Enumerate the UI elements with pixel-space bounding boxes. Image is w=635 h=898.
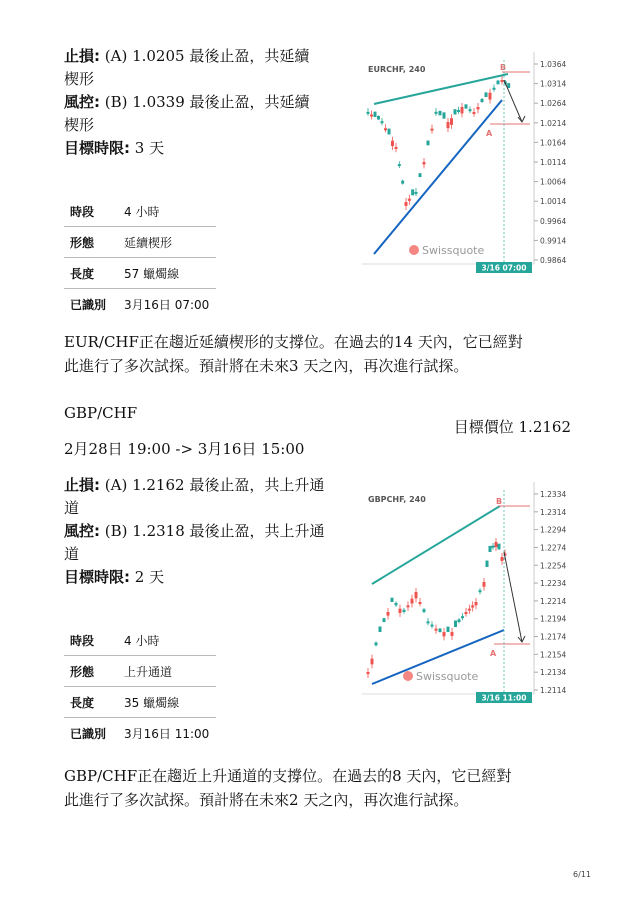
candle-body	[374, 112, 377, 117]
price-tick-label: 1.2254	[540, 561, 567, 571]
table-row: 已識別 3月16日 11:00	[70, 726, 210, 741]
candle-body	[493, 88, 496, 90]
price-tick-label: 1.0014	[540, 197, 567, 207]
target-price: 目標價位 1.2162	[453, 418, 571, 436]
candle-body	[381, 121, 384, 123]
gbpchf-chart	[362, 482, 572, 704]
candle-body	[479, 590, 482, 592]
table-row: 形態 延續楔形	[64, 227, 216, 258]
candle-body	[451, 632, 454, 636]
candle-body	[439, 111, 442, 116]
candle-body	[483, 582, 486, 587]
price-tick-label: 1.0114	[540, 158, 567, 167]
candle-body	[497, 81, 500, 85]
price-tick-label: 1.0364	[540, 60, 567, 69]
candle-body	[431, 129, 434, 131]
table-row: 長度 35 蠟燭線	[64, 687, 216, 718]
paragraph-line: 此進行了多次試探。預計將在未來3 天之內，再次進行試探。	[64, 357, 469, 375]
price-tick-label: 1.2334	[540, 490, 567, 499]
candle-body	[384, 128, 387, 130]
paragraph-line: 此進行了多次試探。預計將在未來2 天之內，再次進行試探。	[64, 791, 469, 809]
candle-body	[395, 147, 398, 149]
candle-body	[465, 104, 468, 108]
candle-body	[431, 625, 434, 627]
candle-body	[379, 626, 382, 632]
candle-body	[407, 605, 410, 607]
section1-paragraph	[64, 330, 584, 378]
paragraph-line: EUR/CHF正在趨近延續楔形的支撐位。在過去的14 天內，它已經對	[64, 333, 523, 351]
table-row: 形態 上升通道	[64, 656, 216, 687]
candle-body	[419, 602, 422, 604]
candle-body	[408, 199, 411, 201]
table-row: 已識別 3月16日 07:00	[70, 297, 210, 312]
candle-body	[387, 612, 390, 616]
risk-line-2: 楔形	[64, 116, 95, 134]
candle-body	[457, 110, 460, 112]
price-tick-label: 1.0264	[540, 99, 567, 109]
price-tick-label: 0.9864	[540, 256, 567, 265]
candle-body	[468, 609, 471, 611]
price-tick-label: 1.2194	[540, 614, 567, 624]
price-tick-label: 1.2274	[540, 543, 567, 553]
candle-body	[427, 141, 430, 146]
candle-body	[447, 627, 450, 632]
candle-body	[411, 189, 414, 195]
price-tick-label: 1.2114	[540, 686, 567, 695]
price-tick-label: 1.2174	[540, 632, 567, 642]
candle-body	[498, 544, 501, 550]
paragraph-line: GBP/CHF正在趨近上升通道的支撐位。在過去的8 天內，它已經對	[64, 767, 512, 785]
candle-body	[423, 162, 426, 164]
price-tick-label: 1.2214	[540, 596, 567, 606]
candle-body	[473, 112, 476, 114]
price-tick-label: 1.2134	[540, 668, 567, 678]
candle-body	[481, 99, 484, 102]
table-row: 時段 4 小時	[64, 625, 216, 656]
time-badge: 3/16 07:00	[481, 263, 527, 273]
candle-body	[435, 629, 438, 631]
price-tick-label: 1.0064	[540, 177, 567, 187]
candle-body	[411, 599, 414, 604]
candle-body	[371, 659, 374, 665]
candle-body	[443, 112, 446, 118]
candle-body	[475, 602, 478, 605]
price-tick-label: 1.2234	[540, 579, 567, 589]
marker-a: A	[486, 129, 493, 138]
candle-body	[458, 619, 461, 622]
candle-body	[443, 632, 446, 636]
swissquote-logo-icon	[409, 245, 419, 255]
candle-body	[388, 129, 391, 135]
table-row: 長度 57 蠟燭線	[64, 258, 216, 289]
price-tick-label: 1.2314	[540, 507, 567, 517]
target-time-line: 目標時限: 2 天	[64, 568, 165, 586]
candle-body	[423, 609, 426, 612]
candle-body	[461, 107, 464, 113]
candle-body	[439, 629, 442, 632]
candle-body	[367, 672, 370, 674]
date-range: 2月28日 19:00 -> 3月16日 15:00	[64, 440, 305, 458]
chart-title: GBPCHF, 240	[368, 495, 426, 504]
brand-watermark: Swissquote	[422, 244, 485, 257]
sl-line-1: 止損: (A) 1.2162 最後止盈，共上升通	[64, 476, 325, 494]
marker-b: B	[496, 497, 503, 506]
price-tick-label: 0.9964	[540, 216, 567, 226]
section1-text	[64, 45, 310, 160]
swissquote-logo-icon	[403, 671, 413, 681]
sl-line-1: 止損: (A) 1.0205 最後止盈，共延續	[64, 47, 310, 65]
pair-heading: GBP/CHF	[64, 404, 138, 422]
section2-text	[64, 474, 325, 589]
candle-body	[495, 542, 498, 547]
section1-info-table	[64, 196, 216, 319]
page-number: 6/11	[573, 870, 591, 879]
price-tick-label: 1.2294	[540, 525, 567, 535]
sl-line-2: 道	[64, 499, 80, 517]
candle-body	[471, 605, 474, 607]
candle-body	[465, 612, 468, 614]
candle-body	[370, 115, 373, 117]
candle-body	[486, 561, 489, 567]
candle-body	[435, 112, 438, 114]
candle-body	[501, 80, 504, 82]
candle-body	[447, 122, 450, 128]
candle-body	[485, 92, 488, 97]
candle-body	[401, 181, 404, 184]
sl-line-2: 楔形	[64, 70, 95, 88]
price-tick-label: 1.2154	[540, 650, 567, 660]
risk-line-1: 風控: (B) 1.2318 最後止盈，共上升通	[64, 522, 325, 540]
candle-body	[403, 610, 406, 612]
candle-body	[415, 592, 418, 598]
candle-body	[383, 618, 386, 622]
marker-b: B	[500, 63, 507, 72]
candle-body	[419, 173, 422, 177]
candle-body	[477, 107, 480, 109]
marker-a: A	[490, 649, 497, 658]
candle-body	[492, 546, 495, 548]
candle-body	[501, 557, 504, 561]
section2-info-table	[64, 625, 216, 748]
candle-body	[454, 621, 457, 627]
risk-line-1: 風控: (B) 1.0339 最後止盈，共延續	[64, 93, 310, 111]
brand-watermark: Swissquote	[416, 670, 479, 683]
risk-line-2: 道	[64, 545, 80, 563]
target-time-line: 目標時限: 3 天	[64, 139, 165, 157]
candle-body	[469, 109, 472, 111]
gbpchf-chart-svg	[362, 482, 572, 704]
price-tick-label: 1.0164	[540, 138, 567, 148]
table-row: 時段 4 小時	[64, 196, 216, 227]
candle-body	[395, 603, 398, 605]
price-tick-label: 0.9914	[540, 236, 567, 246]
section2-paragraph	[64, 764, 584, 812]
candle-body	[377, 116, 380, 120]
candle-body	[454, 109, 457, 114]
candle-body	[461, 616, 464, 618]
candle-body	[391, 598, 394, 602]
candle-body	[375, 642, 378, 645]
candle-body	[399, 609, 402, 613]
candle-body	[427, 621, 430, 623]
candle-body	[398, 164, 401, 166]
candle-body	[489, 93, 492, 100]
price-tick-label: 1.0314	[540, 79, 567, 89]
chart-title: EURCHF, 240	[368, 65, 426, 74]
candle-body	[405, 202, 408, 206]
time-badge: 3/16 11:00	[481, 693, 527, 703]
eurchf-chart	[362, 52, 572, 274]
price-tick-label: 1.0214	[540, 118, 567, 128]
eurchf-chart-svg	[362, 52, 572, 274]
candle-body	[415, 192, 418, 194]
candle-body	[367, 112, 370, 114]
candle-body	[450, 118, 453, 125]
candle-body	[391, 141, 394, 146]
candle-body	[489, 546, 492, 552]
